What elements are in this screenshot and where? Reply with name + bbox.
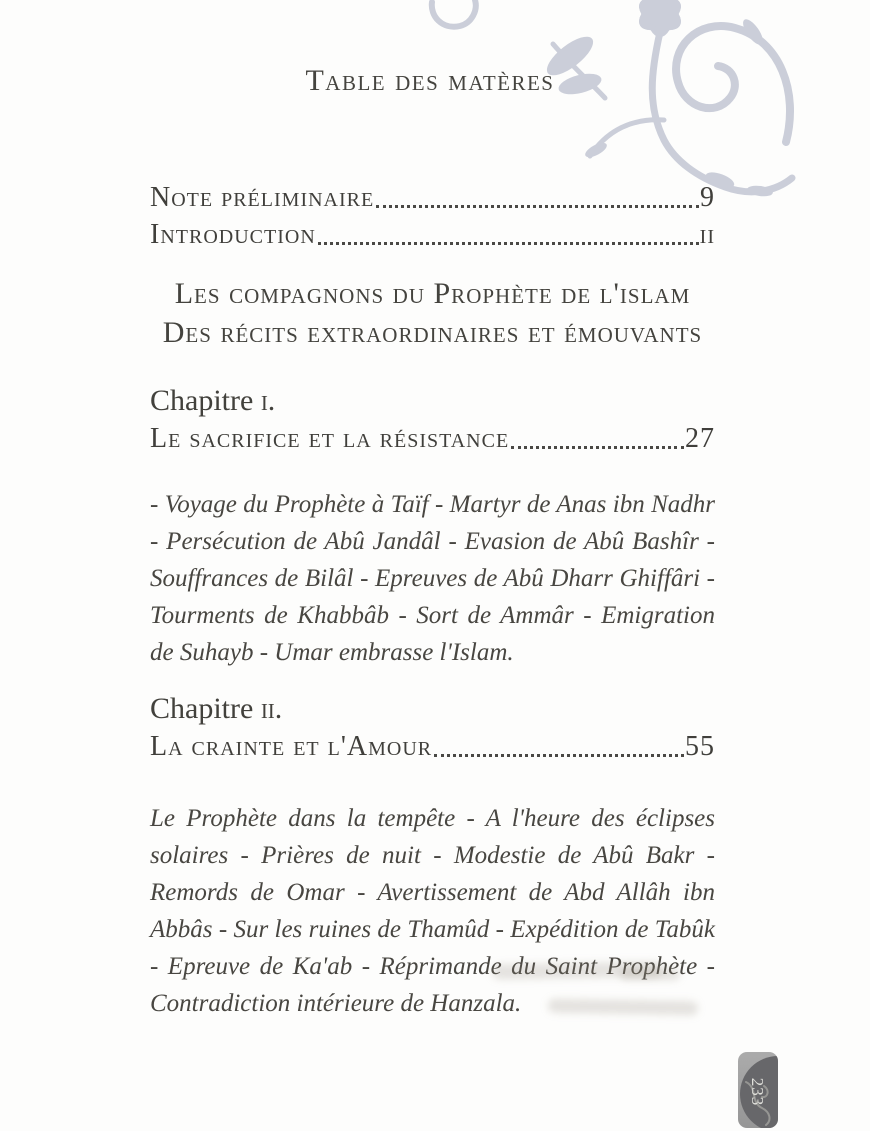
dot-leader	[511, 446, 684, 449]
toc-entry	[150, 420, 715, 457]
chapter-summary: - Voyage du Prophète à Taïf - Martyr de Anas ibn Nadhr - Persécution de Abû Jandâl - Evasion de Abû Bashîr - Souffrances de Bilâl - Epreuves de Abû Dharr Ghiffâri - Tourments de Khabbâb - Sort de Ammâr - Emigration de Suhayb - Umar embrasse l'Islam.	[150, 491, 715, 666]
toc-entry	[150, 179, 715, 216]
bleed-through-smudge	[548, 999, 698, 1016]
dot-leader	[376, 205, 699, 208]
toc-entry	[150, 216, 715, 253]
chapter-summary: Le Prophète dans la tempête - A l'heure des éclipses solaires - Prières de nuit - Modestie de Abû Bakr - Remords de Omar - Avertissement de Abd Allâh ibn Abbâs - Sur les ruines de Thamûd - Expédition de Tabûk - Epreuve de Ka'ab - Réprimande du Saint Prophète - Contradiction intérieure de Hanzala.	[150, 805, 715, 1017]
toc-entry-page-number: ii	[699, 219, 715, 250]
chapter-title: Le sacrifice et la résistance	[150, 423, 510, 454]
chapter-title-row	[150, 728, 715, 765]
chapter-word: Chapitre	[150, 692, 254, 725]
chapter-page-number: 55	[685, 731, 715, 762]
chapter-title: La crainte et l'Amour	[150, 731, 433, 762]
tab-page-number: 233	[748, 1077, 767, 1107]
chapter-numeral: i.	[260, 384, 276, 417]
chapter-word: Chapitre	[150, 384, 254, 417]
chapter-title-row	[150, 420, 715, 457]
toc-entry-label: Note préliminaire	[150, 182, 375, 213]
toc-entry-page-number: 9	[700, 182, 715, 213]
section-heading-line1: Les compagnons du Prophète de l'islam	[174, 277, 691, 310]
section-heading-line2: Des récits extraordinaires et émouvants	[162, 316, 703, 349]
section-heading	[150, 274, 715, 352]
chapter-page-number: 27	[685, 423, 715, 454]
page-number-tab	[738, 1052, 778, 1128]
bleed-through-smudge	[620, 968, 680, 980]
toc-entry-label: Introduction	[150, 219, 316, 250]
dot-leader	[318, 242, 699, 245]
chapter-number	[150, 692, 715, 725]
chapter-number	[150, 384, 715, 417]
chapter-numeral: ii.	[260, 692, 283, 725]
page-title: Table des matères	[305, 64, 555, 97]
toc-entry	[150, 728, 715, 765]
dot-leader	[434, 754, 684, 757]
toc-front-list	[150, 179, 715, 253]
